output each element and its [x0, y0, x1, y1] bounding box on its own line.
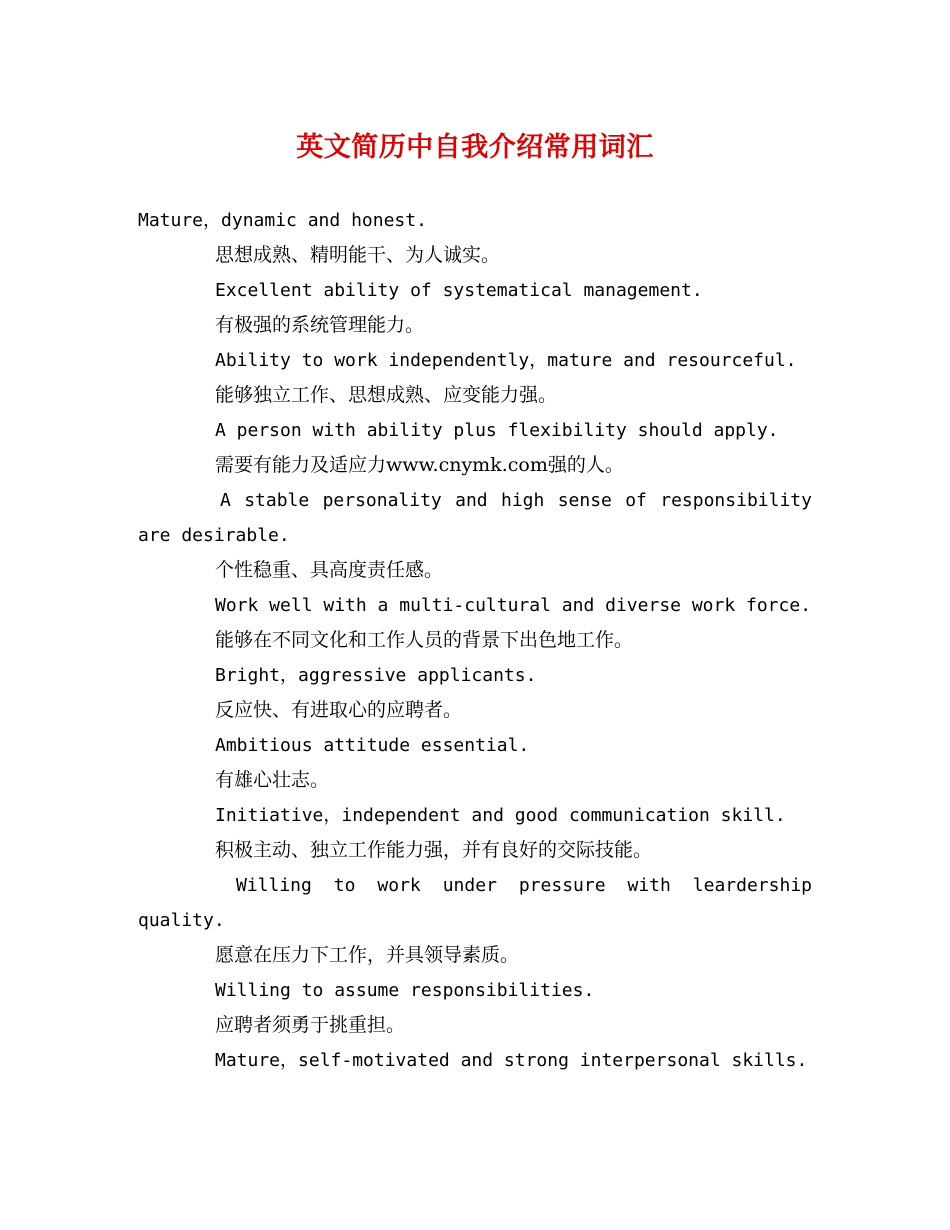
text-line-zh: 能够在不同文化和工作人员的背景下出色地工作。	[215, 629, 634, 651]
text-line-en: Willing to assume responsibilities.	[215, 980, 595, 1001]
text-line-zh: 个性稳重、具高度责任感。	[215, 559, 444, 581]
word: A	[220, 490, 231, 511]
word: high	[500, 490, 545, 511]
text-line-zh: 有雄心壮志。	[215, 769, 330, 791]
word: leardership	[692, 875, 812, 896]
text-line-en: Mature，dynamic and honest.	[138, 210, 427, 231]
text-line-en: Mature，self-motivated and strong interpersonal skills.	[215, 1050, 808, 1071]
text-line-en: A person with ability plus flexibility should apply.	[215, 420, 779, 441]
text-line-zh: 需要有能力及适应力www.cnymk.com强的人。	[215, 454, 624, 476]
text-line-zh: 应聘者须勇于挑重担。	[215, 1014, 406, 1036]
text-line-zh: 有极强的系统管理能力。	[215, 314, 425, 336]
text-line-zh: 思想成熟、精明能干、为人诚实。	[215, 244, 501, 266]
text-line-en: Bright，aggressive applicants.	[215, 665, 537, 686]
word: pressure	[518, 875, 606, 896]
document-body	[138, 203, 812, 1078]
text-line-en: Excellent ability of systematical management.	[215, 280, 703, 301]
text-line-en: Work well with a multi-cultural and diverse work force.	[215, 595, 812, 616]
text-line-zh: 愿意在压力下工作，并具领导素质。	[215, 944, 520, 966]
word: Willing	[236, 875, 312, 896]
document-title: 英文简历中自我介绍常用词汇	[296, 132, 654, 163]
word: sense	[557, 490, 612, 511]
word: work	[377, 875, 421, 896]
word: under	[442, 875, 497, 896]
text-line-en: Initiative，independent and good communication skill.	[215, 805, 786, 826]
text-line-zh: 反应快、有进取心的应聘者。	[215, 699, 463, 721]
text-line-en: Ability to work independently，mature and resourceful.	[215, 350, 797, 371]
word: with	[627, 875, 671, 896]
text-line-zh: 积极主动、独立工作能力强，并有良好的交际技能。	[215, 839, 653, 861]
word: stable	[244, 490, 310, 511]
word: of	[625, 490, 647, 511]
word: personality	[322, 490, 442, 511]
text-line-zh: 能够独立工作、思想成熟、应变能力强。	[215, 384, 558, 406]
text-line-en: Ambitious attitude essential.	[215, 735, 530, 756]
word: to	[333, 875, 356, 896]
justified-line	[138, 483, 812, 518]
justified-line	[138, 868, 812, 903]
word: responsibility	[660, 490, 812, 511]
text-line-en: quality.	[138, 910, 225, 931]
word: and	[455, 490, 488, 511]
text-line-en: are desirable.	[138, 525, 290, 546]
